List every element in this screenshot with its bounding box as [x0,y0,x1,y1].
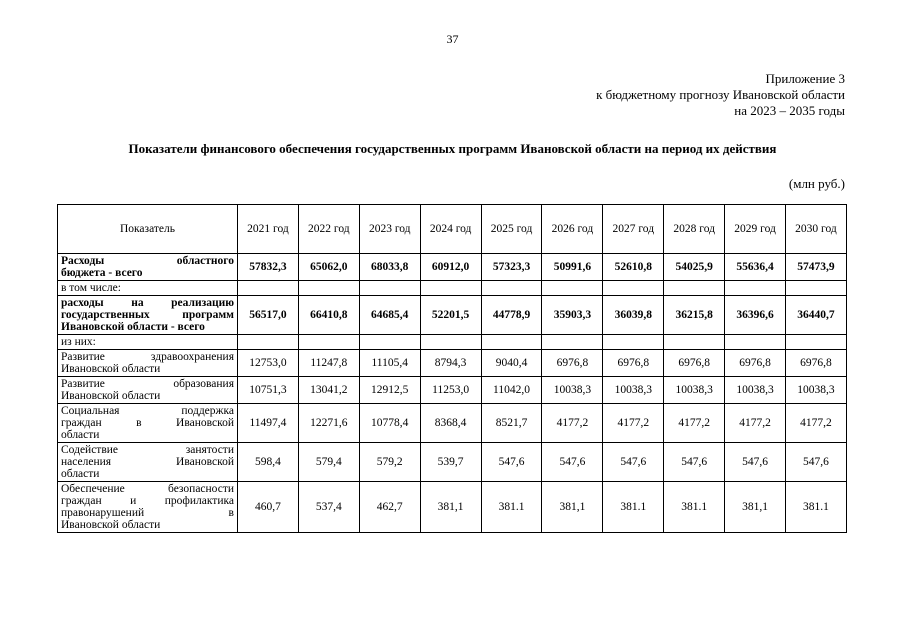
value-cell [664,335,725,350]
value-cell [238,281,299,296]
value-cell: 35903,3 [542,296,603,335]
value-cell: 460,7 [238,482,299,533]
value-cell: 11105,4 [359,350,420,377]
value-cell: 68033,8 [359,254,420,281]
value-cell: 381.1 [786,482,847,533]
value-cell: 12753,0 [238,350,299,377]
value-cell [420,281,481,296]
value-cell: 4177,2 [542,404,603,443]
value-cell [298,335,359,350]
value-cell: 57832,3 [238,254,299,281]
indicator-line: Ивановской области - всего [61,321,205,333]
value-cell: 4177,2 [603,404,664,443]
table-row [58,296,847,335]
column-header-year: 2030 год [786,205,847,254]
value-cell: 36440,7 [786,296,847,335]
row-indicator [58,281,238,296]
unit-note: (млн руб.) [788,176,845,191]
indicator-line: бюджета - всего [61,267,143,279]
value-cell: 547,6 [725,443,786,482]
row-indicator [58,443,238,482]
value-cell: 6976,8 [603,350,664,377]
row-indicator [58,482,238,533]
indicator-line: граждан и профилактика [61,495,234,507]
value-cell: 57473,9 [786,254,847,281]
table-row [58,404,847,443]
value-cell: 11497,4 [238,404,299,443]
value-cell: 8794,3 [420,350,481,377]
value-cell: 537,4 [298,482,359,533]
value-cell [542,335,603,350]
value-cell: 4177,2 [725,404,786,443]
value-cell: 65062,0 [298,254,359,281]
value-cell: 11247,8 [298,350,359,377]
indicator-line: Ивановской области [61,363,161,375]
value-cell: 598,4 [238,443,299,482]
column-header-year: 2026 год [542,205,603,254]
table-header-row [58,205,847,254]
column-header-year: 2029 год [725,205,786,254]
value-cell: 52201,5 [420,296,481,335]
value-cell [359,281,420,296]
indicator-line: государственных программ [61,309,234,321]
value-cell: 54025,9 [664,254,725,281]
column-header-year: 2021 год [238,205,299,254]
value-cell: 381,1 [542,482,603,533]
column-header-year: 2027 год [603,205,664,254]
value-cell: 10751,3 [238,377,299,404]
table-row [58,350,847,377]
value-cell [481,335,542,350]
value-cell: 462,7 [359,482,420,533]
table-row [58,335,847,350]
value-cell: 10038,3 [725,377,786,404]
value-cell: 547,6 [603,443,664,482]
value-cell: 11253,0 [420,377,481,404]
value-cell [420,335,481,350]
row-indicator [58,254,238,281]
value-cell [359,335,420,350]
column-header-year: 2022 год [298,205,359,254]
value-cell: 579,4 [298,443,359,482]
table-row [58,443,847,482]
row-indicator [58,404,238,443]
appendix-line: на 2023 – 2035 годы [734,103,845,118]
value-cell: 547,6 [481,443,542,482]
value-cell [603,335,664,350]
value-cell: 36039,8 [603,296,664,335]
value-cell: 55636,4 [725,254,786,281]
value-cell: 9040,4 [481,350,542,377]
value-cell: 381,1 [420,482,481,533]
value-cell: 64685,4 [359,296,420,335]
indicator-line: Развитие здравоохранения [61,351,234,363]
value-cell: 10038,3 [542,377,603,404]
value-cell: 547,6 [786,443,847,482]
table-row [58,377,847,404]
value-cell [725,335,786,350]
value-cell [238,335,299,350]
table-row [58,254,847,281]
column-header-year: 2023 год [359,205,420,254]
column-header-year: 2025 год [481,205,542,254]
value-cell: 10038,3 [603,377,664,404]
value-cell [725,281,786,296]
value-cell: 36396,6 [725,296,786,335]
value-cell: 381.1 [481,482,542,533]
value-cell: 60912,0 [420,254,481,281]
appendix-note [596,71,845,119]
value-cell: 539,7 [420,443,481,482]
value-cell: 8521,7 [481,404,542,443]
value-cell: 66410,8 [298,296,359,335]
value-cell: 56517,0 [238,296,299,335]
value-cell: 10038,3 [786,377,847,404]
value-cell: 12271,6 [298,404,359,443]
indicator-line: Расходы областного [61,255,234,267]
budget-table [57,204,847,533]
value-cell: 52610,8 [603,254,664,281]
value-cell [786,335,847,350]
value-cell: 44778,9 [481,296,542,335]
column-header-indicator: Показатель [58,205,238,254]
value-cell [542,281,603,296]
value-cell: 381.1 [603,482,664,533]
value-cell: 381,1 [725,482,786,533]
value-cell: 57323,3 [481,254,542,281]
indicator-line: населения Ивановской [61,456,234,468]
value-cell: 50991,6 [542,254,603,281]
indicator-line: области [61,429,100,441]
value-cell [786,281,847,296]
value-cell: 10038,3 [664,377,725,404]
value-cell [298,281,359,296]
value-cell: 4177,2 [786,404,847,443]
indicator-line: правонарушений в [61,507,234,519]
indicator-line: области [61,468,100,480]
document-title: Показатели финансового обеспечения государственных программ Ивановской области на период их действия [128,141,777,156]
value-cell: 4177,2 [664,404,725,443]
value-cell: 13041,2 [298,377,359,404]
indicator-line: Обеспечение безопасности [61,483,234,495]
value-cell: 6976,8 [786,350,847,377]
indicator-line: Социальная поддержка [61,405,234,417]
value-cell: 547,6 [542,443,603,482]
row-indicator [58,350,238,377]
appendix-line: к бюджетному прогнозу Ивановской области [596,87,845,102]
value-cell [664,281,725,296]
value-cell: 6976,8 [542,350,603,377]
value-cell: 6976,8 [725,350,786,377]
value-cell: 547,6 [664,443,725,482]
value-cell: 6976,8 [664,350,725,377]
indicator-line: Развитие образования [61,378,234,390]
page-number: 37 [446,32,459,46]
indicator-line: из них: [61,336,96,348]
value-cell: 36215,8 [664,296,725,335]
column-header-year: 2024 год [420,205,481,254]
value-cell: 8368,4 [420,404,481,443]
value-cell: 381.1 [664,482,725,533]
table-row [58,281,847,296]
indicator-line: Ивановской области [61,519,161,531]
table-row [58,482,847,533]
indicator-line: Содействие занятости [61,444,234,456]
appendix-line: Приложение 3 [765,71,845,86]
row-indicator [58,296,238,335]
indicator-line: расходы на реализацию [61,297,234,309]
indicator-line: в том числе: [61,282,121,294]
value-cell [603,281,664,296]
indicator-line: Ивановской области [61,390,161,402]
value-cell: 579,2 [359,443,420,482]
row-indicator [58,377,238,404]
value-cell: 11042,0 [481,377,542,404]
column-header-year: 2028 год [664,205,725,254]
value-cell: 12912,5 [359,377,420,404]
value-cell [481,281,542,296]
indicator-line: граждан в Ивановской [61,417,234,429]
value-cell: 10778,4 [359,404,420,443]
row-indicator [58,335,238,350]
